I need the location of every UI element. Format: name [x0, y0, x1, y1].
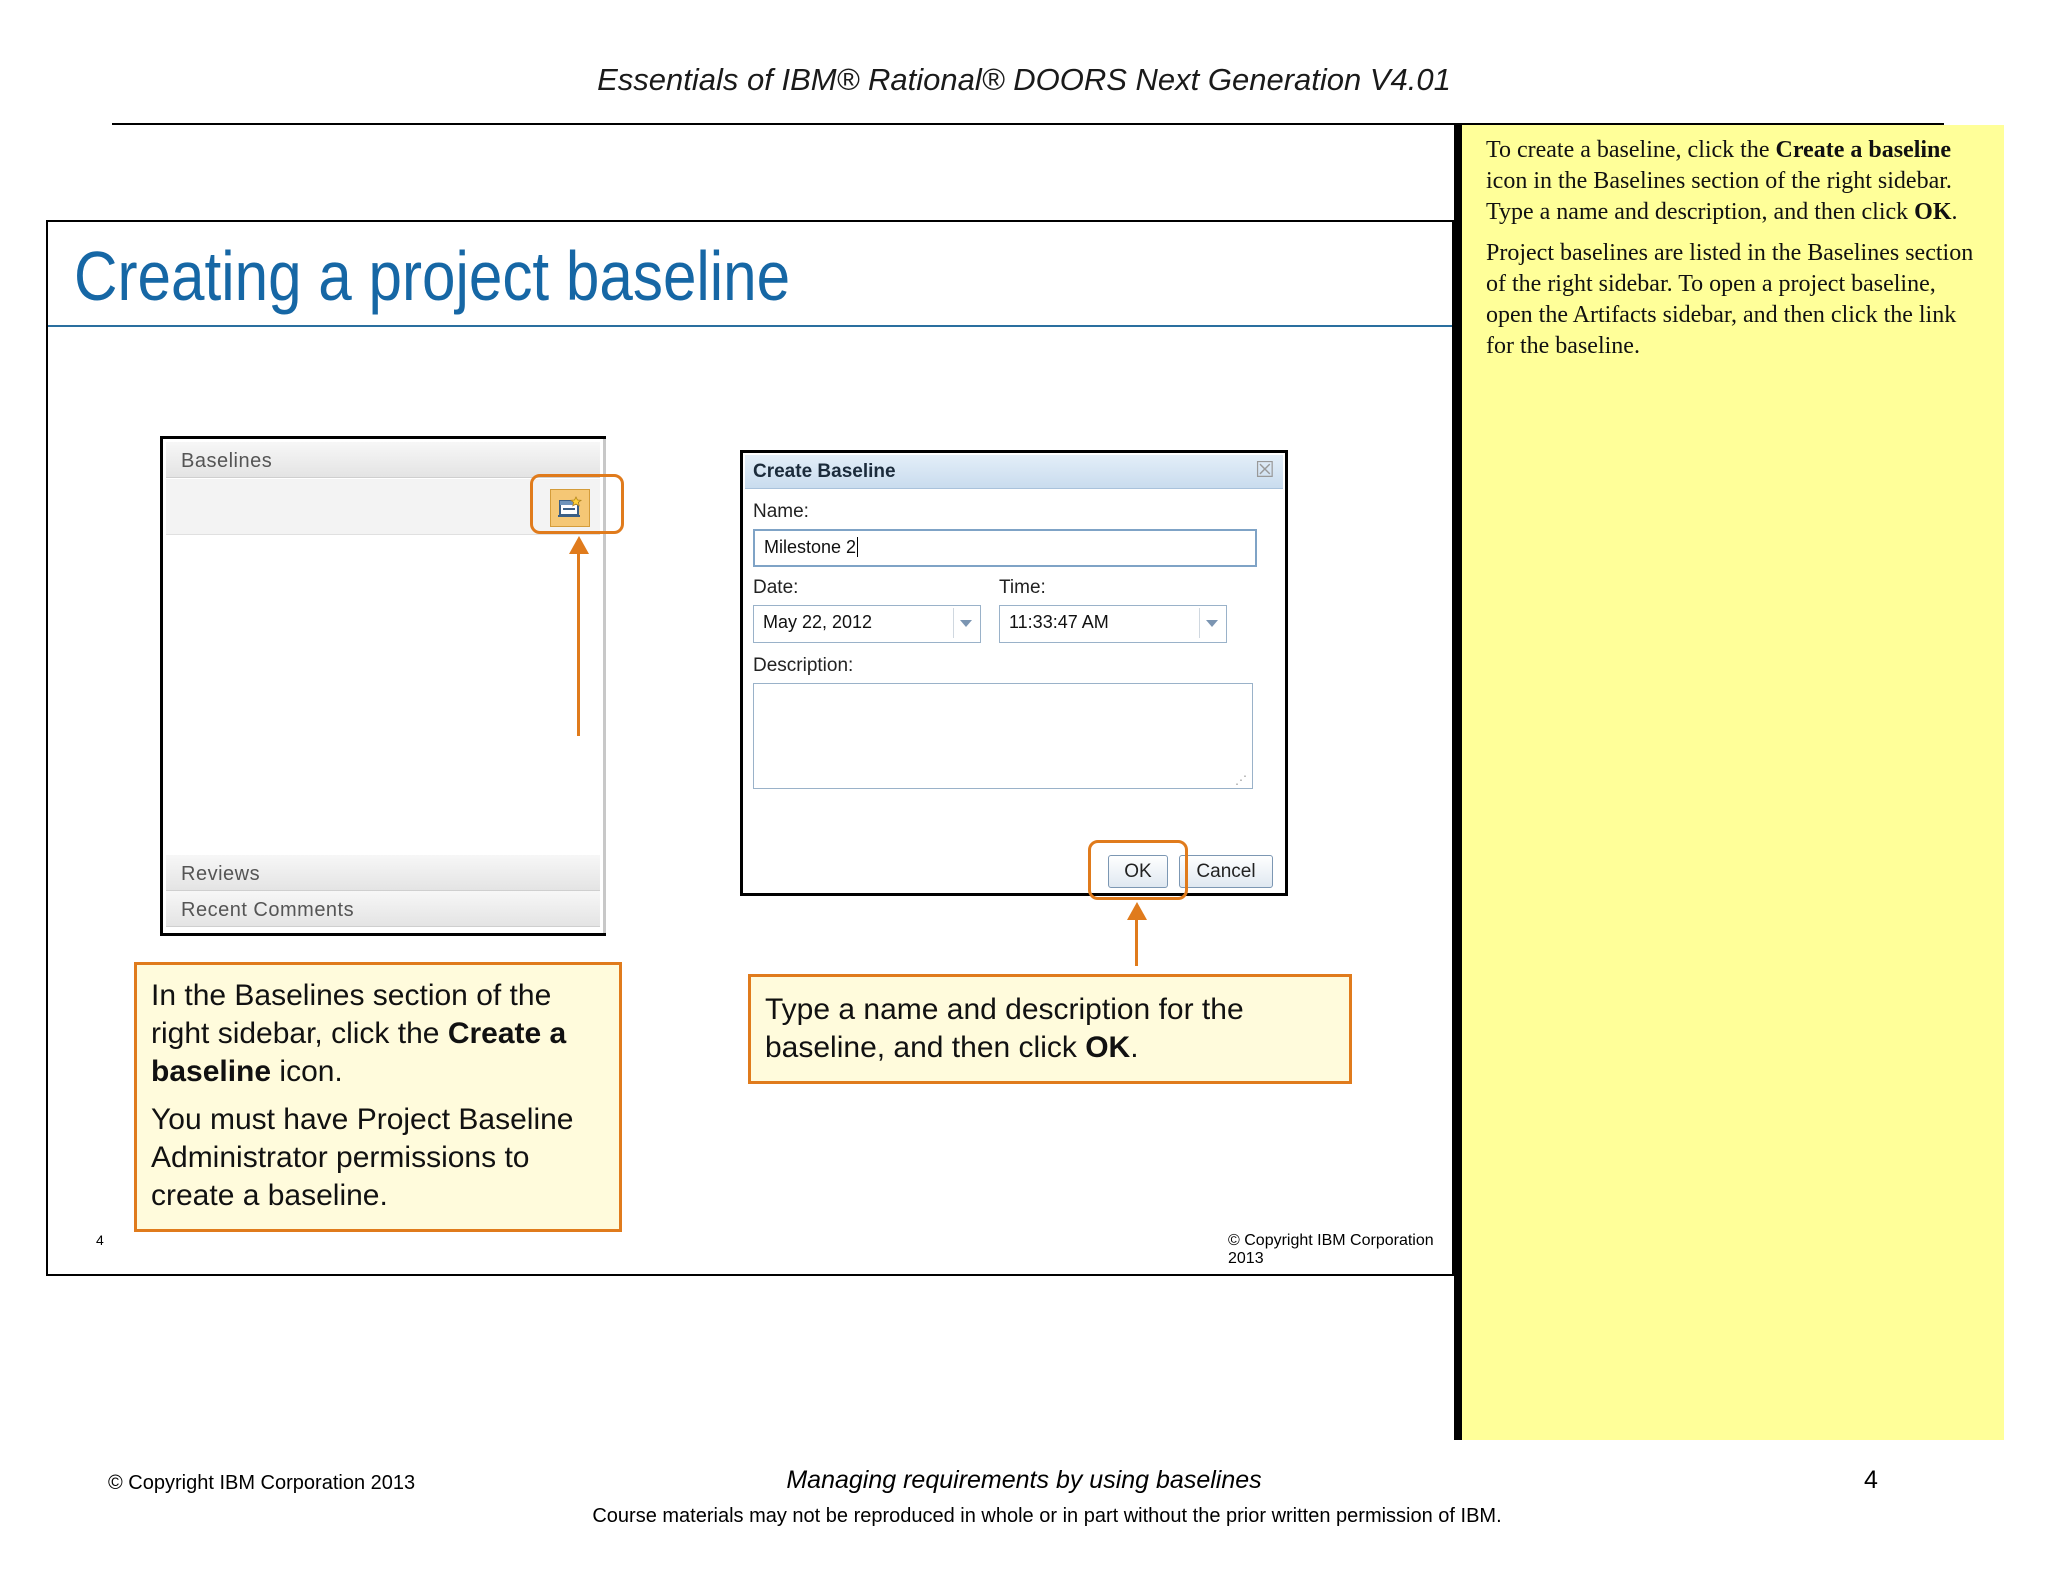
document-title: Essentials of IBM® Rational® DOORS Next Generation V4.01 [597, 62, 1451, 97]
create-baseline-dialog [740, 450, 1288, 896]
name-value: Milestone 2 [764, 537, 857, 557]
slide-copyright: © Copyright IBM Corporation 2013 [1228, 1232, 1434, 1267]
slide-title-rule [48, 325, 1452, 327]
footer-legal: Course materials may not be reproduced in whole or in part without the prior written permission of IBM. [592, 1505, 1502, 1527]
name-label: Name: [753, 501, 809, 522]
callout-left [134, 962, 622, 1232]
callout-left-p2: You must have Project Baseline Administrator permissions to create a baseline. [151, 1103, 574, 1212]
time-value: 11:33:47 AM [1009, 612, 1109, 632]
description-label: Description: [753, 655, 854, 676]
recent-comments-section[interactable]: Recent Comments [166, 891, 600, 927]
chevron-down-icon [960, 620, 972, 627]
dialog-title: Create Baseline [745, 455, 1283, 489]
notes-paragraph-2: Project baselines are listed in the Baselines section of the right sidebar. To open a project baseline, open the Artifacts sidebar, and then click the link for the baseline. [1486, 240, 1974, 359]
callout-left-p1: In the Baselines section of the right sidebar, click the Create a baseline icon. [151, 979, 567, 1088]
cancel-button[interactable]: Cancel [1179, 855, 1273, 888]
date-dropdown[interactable] [753, 605, 981, 643]
callout-right [748, 974, 1352, 1084]
notes-divider [1454, 125, 1462, 1440]
arrow-line [577, 552, 580, 736]
slide-number: 4 [96, 1232, 104, 1248]
reviews-section[interactable]: Reviews [166, 855, 600, 891]
slide-title: Creating a project baseline [74, 237, 791, 315]
name-input[interactable] [753, 529, 1257, 567]
slide [46, 220, 1454, 1276]
notes-paragraph-1: To create a baseline, click the Create a baseline icon in the Baselines section of the right sidebar. Type a name and description, and then click OK. [1486, 137, 1958, 225]
date-label: Date: [753, 577, 799, 598]
chevron-down-icon [1206, 620, 1218, 627]
ok-button[interactable]: OK [1108, 855, 1168, 888]
time-dropdown[interactable] [999, 605, 1227, 643]
footer-copyright: © Copyright IBM Corporation 2013 [108, 1472, 416, 1494]
create-icon-highlight [530, 474, 624, 534]
callout-right-text: Type a name and description for the baseline, and then click OK. [765, 993, 1244, 1064]
date-value: May 22, 2012 [763, 612, 873, 632]
baselines-header[interactable]: Baselines [166, 442, 600, 478]
close-icon[interactable]: ☒ [1255, 457, 1275, 482]
page-number: 4 [1864, 1466, 1878, 1494]
ok-button-highlight [1088, 840, 1188, 900]
resize-handle-icon[interactable]: ⋰ [1235, 773, 1247, 787]
arrow-line [1135, 918, 1138, 966]
notes-panel [1462, 125, 2004, 1440]
time-label: Time: [999, 577, 1046, 598]
description-input[interactable] [753, 683, 1253, 789]
footer-title: Managing requirements by using baselines [786, 1466, 1262, 1494]
